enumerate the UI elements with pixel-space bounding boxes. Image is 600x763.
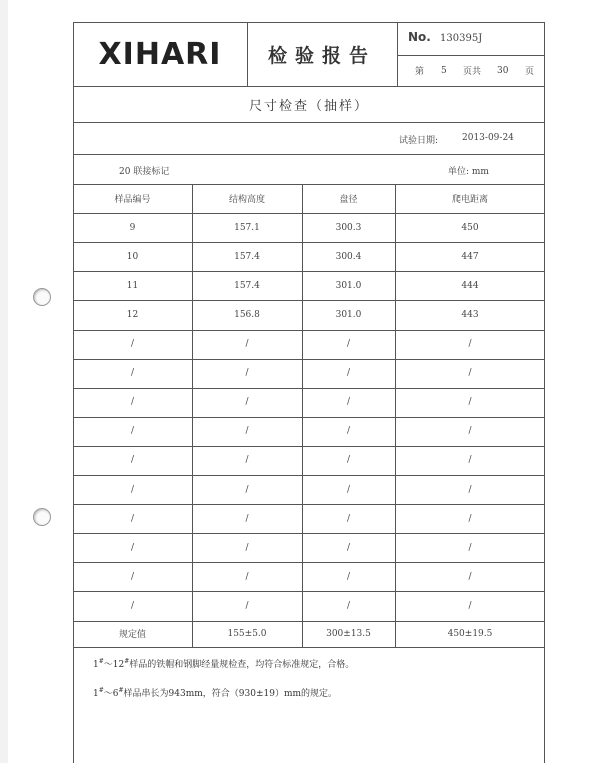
sample-mark-row <box>73 155 545 184</box>
table-cell: / <box>468 571 472 582</box>
note-1 <box>93 657 354 670</box>
page-indicator <box>397 55 545 86</box>
table-header-cell: 爬电距离 <box>451 195 488 206</box>
table-cell: / <box>245 600 249 611</box>
test-date-row <box>73 123 545 154</box>
note-2-part: 1 <box>93 689 99 699</box>
table-header-cell: 样品编号 <box>114 195 151 206</box>
table-cell: / <box>468 397 472 408</box>
report-number <box>408 30 482 44</box>
table-row-line <box>73 647 545 648</box>
table-cell: / <box>245 484 249 495</box>
table-cell: / <box>245 513 249 524</box>
note-1-sup: # <box>98 658 104 665</box>
table-cell: / <box>346 368 351 379</box>
note-2-sup: # <box>98 687 104 694</box>
table-cell: 444 <box>461 280 479 291</box>
note-1-part: ～12 <box>103 660 125 670</box>
table-cell: / <box>468 368 472 379</box>
table-cell: / <box>130 397 135 408</box>
table-cell: 12 <box>126 309 139 320</box>
table-cell: / <box>468 542 472 553</box>
punch-hole-top <box>33 288 51 306</box>
table-cell: / <box>468 600 472 611</box>
table-cell: / <box>130 600 135 611</box>
note-1-part: 1 <box>93 660 99 670</box>
page-current: 5 <box>441 65 447 76</box>
table-cell: 301.0 <box>335 309 362 320</box>
page-mid: 页共 <box>463 67 482 77</box>
table-cell: / <box>130 542 135 553</box>
table-cell: 157.4 <box>234 280 260 291</box>
spec-cell: 155±5.0 <box>227 628 267 639</box>
table-cell: 300.3 <box>335 222 362 233</box>
table-cell: 9 <box>129 222 136 233</box>
report-title: 检验报告 <box>267 44 376 67</box>
unit-label: 单位: mm <box>448 167 489 177</box>
table-cell: / <box>346 397 351 408</box>
table-header-cell: 盘径 <box>339 195 358 206</box>
note-1-sup: # <box>124 658 130 665</box>
table-cell: / <box>468 484 472 495</box>
note-2-part: ～6 <box>103 689 119 699</box>
table-cell: / <box>468 513 472 524</box>
table-cell: / <box>245 542 249 553</box>
table-cell: 300.4 <box>335 251 362 262</box>
table-cell: / <box>346 571 351 582</box>
table-cell: 450 <box>461 222 479 233</box>
table-cell: / <box>245 368 249 379</box>
company-logo: XIHARI <box>98 36 222 72</box>
table-cell: 10 <box>126 251 139 262</box>
report-number-value: 130395J <box>440 33 483 44</box>
table-cell: / <box>130 571 135 582</box>
note-2-sup: # <box>118 687 124 694</box>
spec-cell: 规定值 <box>118 630 146 641</box>
punch-hole-bottom <box>33 508 51 526</box>
section-title: 尺寸检查（抽样） <box>248 99 369 114</box>
page-edge <box>0 0 8 763</box>
table-cell: 447 <box>461 251 479 262</box>
table-column-line <box>395 184 396 647</box>
table-cell: 11 <box>126 280 139 291</box>
page-total: 30 <box>497 65 509 76</box>
table-cell: / <box>346 455 351 466</box>
table-cell: / <box>130 368 135 379</box>
test-date-value: 2013-09-24 <box>462 133 514 143</box>
page-suffix: 页 <box>525 67 535 77</box>
table-cell: 301.0 <box>335 280 362 291</box>
table-cell: / <box>130 455 135 466</box>
table-cell: 157.4 <box>234 251 260 262</box>
table-cell: / <box>245 397 249 408</box>
note-1-text: 样品的铁帽和钢脚经量规检查，均符合标准规定，合格。 <box>129 660 355 670</box>
test-date-label: 试验日期: <box>399 136 439 146</box>
table-cell: / <box>346 542 351 553</box>
note-2-text: 样品串长为943mm，符合（930±19）mm的规定。 <box>123 689 338 699</box>
spec-cell: 300±13.5 <box>326 628 371 639</box>
table-cell: / <box>468 426 472 437</box>
table-cell: 157.1 <box>234 222 260 233</box>
sample-mark: 20 联接标记 <box>119 167 170 177</box>
spec-cell: 450±19.5 <box>447 628 493 639</box>
table-cell: / <box>346 513 351 524</box>
table-cell: / <box>245 571 249 582</box>
table-cell: / <box>468 339 472 350</box>
table-cell: / <box>468 455 472 466</box>
table-header-cell: 结构高度 <box>228 195 265 206</box>
table-cell: / <box>245 339 249 350</box>
table-cell: / <box>130 339 135 350</box>
table-cell: / <box>130 513 135 524</box>
table-cell: / <box>346 426 351 437</box>
table-cell: / <box>245 455 249 466</box>
table-cell: 156.8 <box>234 309 260 320</box>
table-cell: / <box>245 426 249 437</box>
page-prefix: 第 <box>415 67 425 77</box>
table-column-line <box>302 184 303 647</box>
table-cell: / <box>346 600 351 611</box>
table-cell: / <box>346 484 351 495</box>
report-number-label: No. <box>408 30 431 44</box>
table-cell: / <box>346 339 351 350</box>
table-cell: / <box>130 426 135 437</box>
table-cell: 443 <box>461 309 479 320</box>
table-column-line <box>192 184 193 647</box>
note-2 <box>93 686 337 699</box>
table-cell: / <box>130 484 135 495</box>
